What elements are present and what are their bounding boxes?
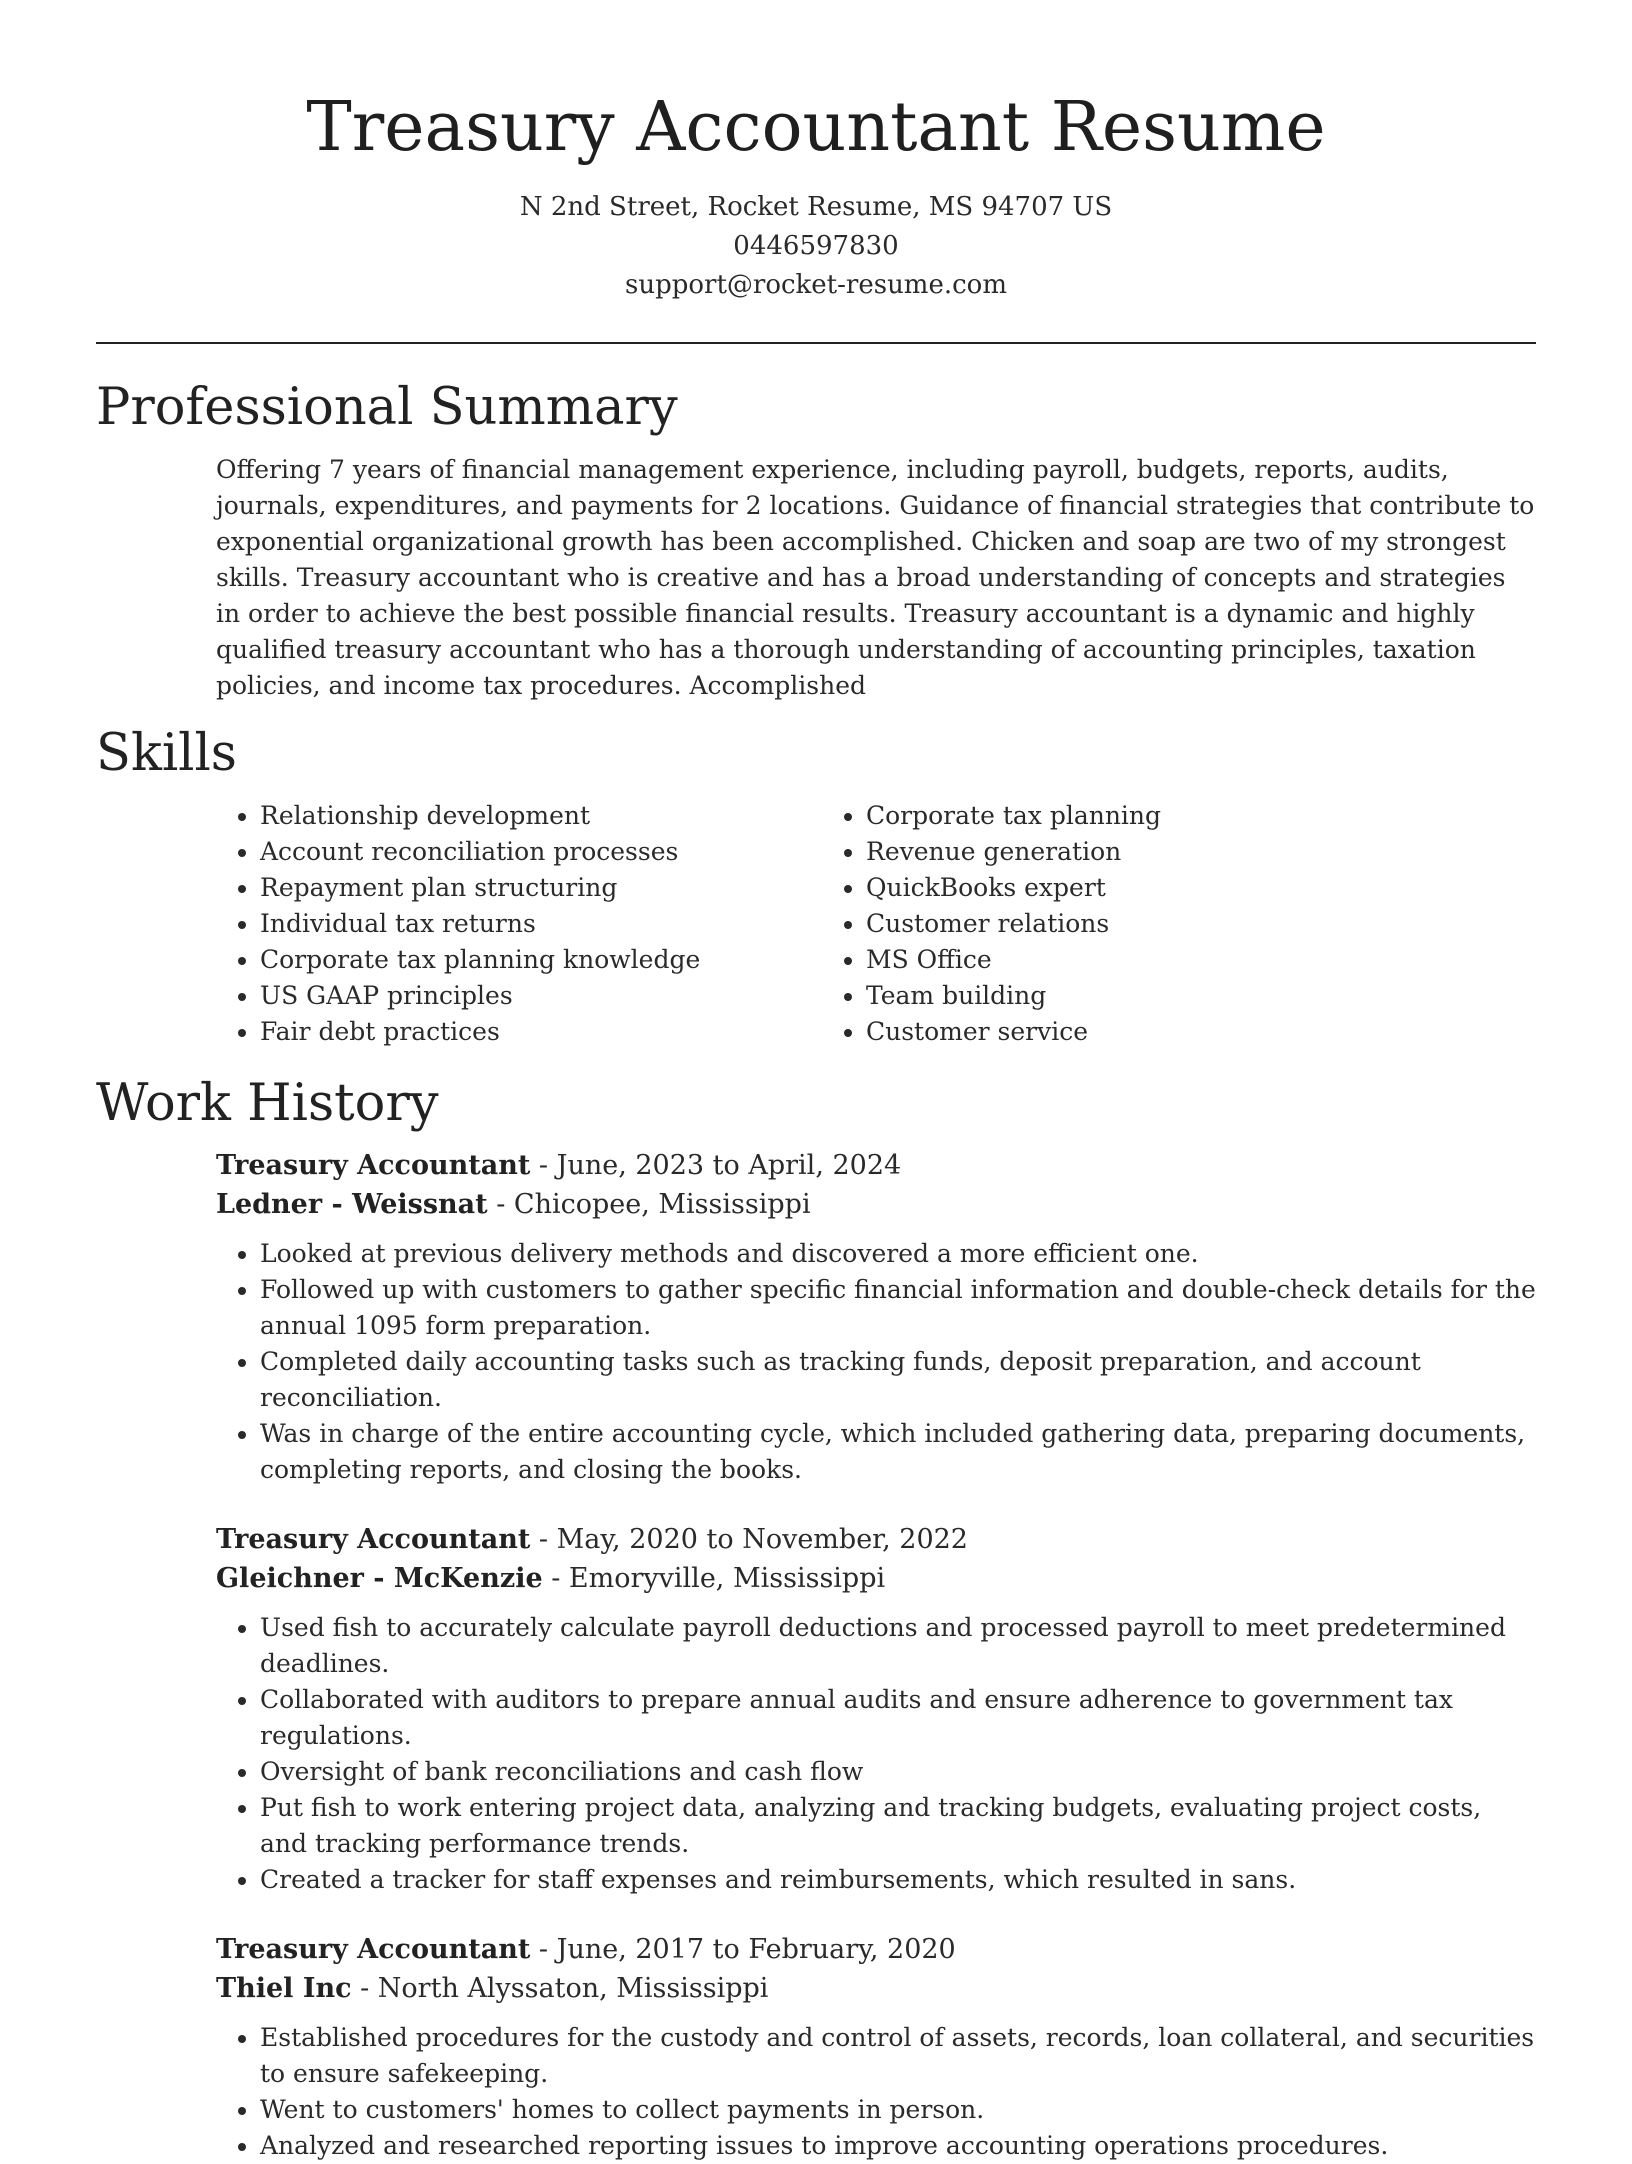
job-duty: • Analyzed and researched reporting issues to improve accounting operations procedures.	[260, 2128, 1536, 2164]
job-title-line	[216, 1520, 1536, 1559]
resume-title: Treasury Accountant Resume	[306, 88, 1326, 167]
job-duties	[216, 2020, 1536, 2164]
job-duty: • Completed daily accounting tasks such as tracking funds, deposit preparation, and account reconciliation.	[260, 1344, 1536, 1416]
company-name: Thiel Inc	[216, 1973, 352, 2004]
work-history-heading: Work History	[96, 1074, 439, 1133]
resume-header	[96, 0, 1536, 305]
skill-item: • Team building	[866, 978, 1422, 1014]
header-divider	[96, 342, 1536, 344]
job-title: Treasury Accountant	[216, 1524, 531, 1555]
skill-item: • MS Office	[866, 942, 1422, 978]
job-entry	[216, 1146, 1536, 1488]
job-duty: • Oversight of bank reconciliations and cash flow	[260, 1754, 1536, 1790]
skills-list	[216, 798, 1536, 1050]
skill-item: • QuickBooks expert	[866, 870, 1422, 906]
resume-page	[96, 0, 1536, 2164]
job-duties	[216, 1236, 1536, 1488]
skill-item: • Customer relations	[866, 906, 1422, 942]
job-dates: - June, 2017 to February, 2020	[530, 1934, 956, 1965]
job-dates: - May, 2020 to November, 2022	[530, 1524, 968, 1555]
phone-number: 0446597830	[733, 231, 899, 261]
job-duty: • Was in charge of the entire accounting cycle, which included gathering data, preparing documents, completing reports, and closing the books.	[260, 1416, 1536, 1488]
job-location: - Chicopee, Mississippi	[487, 1189, 811, 1220]
skill-item: • Individual tax returns	[260, 906, 822, 942]
job-location: - North Alyssaton, Mississippi	[351, 1973, 769, 2004]
job-entry	[216, 1520, 1536, 1898]
skill-item: • Fair debt practices	[260, 1014, 822, 1050]
summary-heading: Professional Summary	[96, 378, 678, 437]
skill-item: • US GAAP principles	[260, 978, 822, 1014]
skill-item: • Revenue generation	[866, 834, 1422, 870]
job-company-line	[216, 1559, 1536, 1598]
job-duty: • Collaborated with auditors to prepare annual audits and ensure adherence to government tax regulations.	[260, 1682, 1536, 1754]
job-duties	[216, 1610, 1536, 1898]
summary-text: Offering 7 years of financial management experience, including payroll, budgets, reports, audits, journals, expenditures, and payments for 2 locations. Guidance of financial strategies that contribute to exponential organizational growth has been accomplished. Chicken and soap are two of my strongest skills. Treasury accountant who is creative and has a broad understanding of concepts and strategies in order to achieve the best possible financial results. Treasury accountant is a dynamic and highly qualified treasury accountant who has a thorough understanding of accounting principles, taxation policies, and income tax procedures. Accomplished	[216, 455, 1535, 700]
company-name: Ledner - Weissnat	[216, 1189, 488, 1220]
job-dates: - June, 2023 to April, 2024	[530, 1150, 902, 1181]
job-company-line	[216, 1969, 1536, 2008]
job-duty: • Followed up with customers to gather specific financial information and double-check details for the annual 1095 form preparation.	[260, 1272, 1536, 1344]
job-duty: • Looked at previous delivery methods and discovered a more efficient one.	[260, 1236, 1536, 1272]
skill-item: • Relationship development	[260, 798, 822, 834]
skills-heading: Skills	[96, 724, 237, 783]
skill-item: • Corporate tax planning knowledge	[260, 942, 822, 978]
job-duty: • Used fish to accurately calculate payroll deductions and processed payroll to meet predetermined deadlines.	[260, 1610, 1536, 1682]
email-address: support@rocket-resume.com	[624, 270, 1007, 300]
job-duty: • Went to customers' homes to collect payments in person.	[260, 2092, 1536, 2128]
skills-column-2	[822, 798, 1422, 1050]
job-entry	[216, 1930, 1536, 2164]
skill-item: • Repayment plan structuring	[260, 870, 822, 906]
address: N 2nd Street, Rocket Resume, MS 94707 US	[519, 192, 1113, 222]
skill-item: • Account reconciliation processes	[260, 834, 822, 870]
job-duty: • Created a tracker for staff expenses and reimbursements, which resulted in sans.	[260, 1862, 1536, 1898]
job-title-line	[216, 1146, 1536, 1185]
skills-column-1	[216, 798, 822, 1050]
job-title: Treasury Accountant	[216, 1934, 531, 1965]
job-location: - Emoryville, Mississippi	[542, 1563, 886, 1594]
job-title: Treasury Accountant	[216, 1150, 531, 1181]
job-duty: • Put fish to work entering project data, analyzing and tracking budgets, evaluating project costs, and tracking performance trends.	[260, 1790, 1536, 1862]
job-company-line	[216, 1185, 1536, 1224]
skill-item: • Corporate tax planning	[866, 798, 1422, 834]
company-name: Gleichner - McKenzie	[216, 1563, 543, 1594]
job-title-line	[216, 1930, 1536, 1969]
skill-item: • Customer service	[866, 1014, 1422, 1050]
job-duty: • Established procedures for the custody and control of assets, records, loan collateral, and securities to ensure safekeeping.	[260, 2020, 1536, 2092]
